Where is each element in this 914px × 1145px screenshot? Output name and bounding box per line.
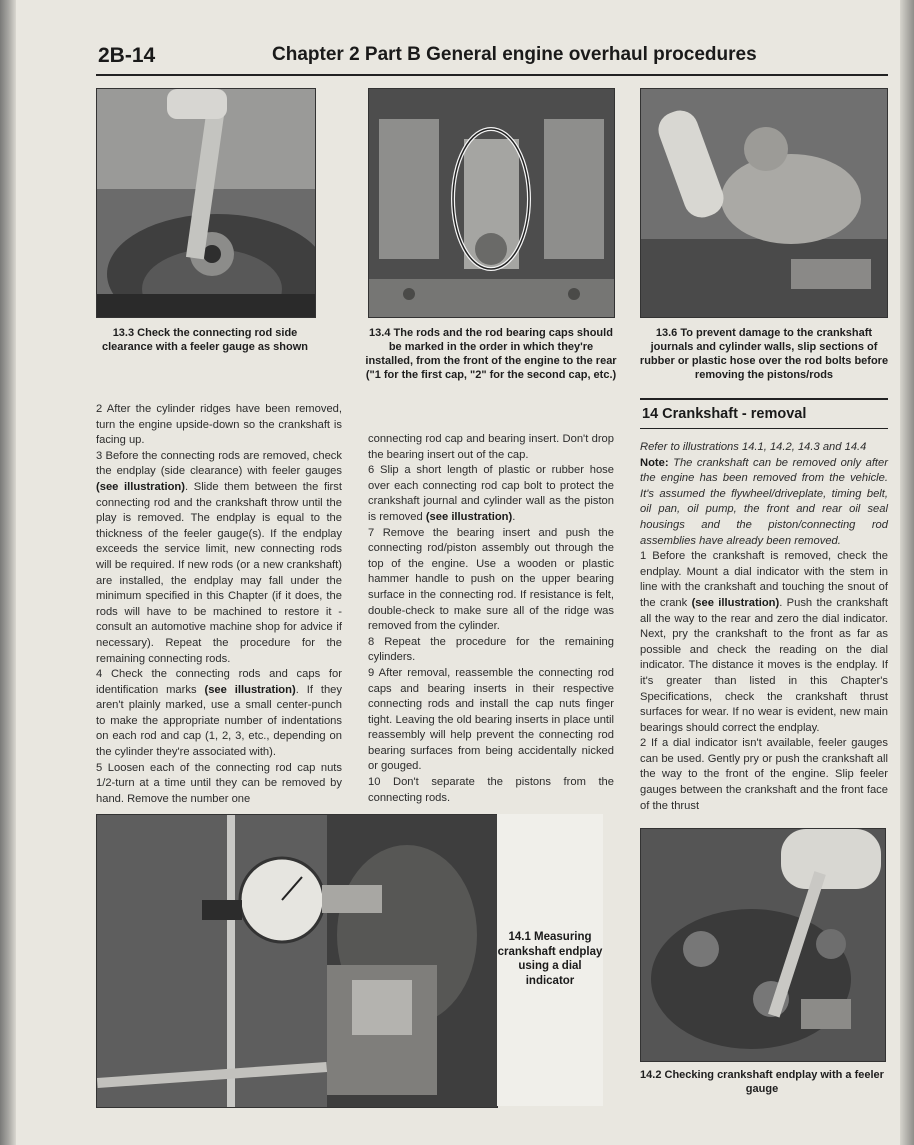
chapter-title: Chapter 2 Part B General engine overhaul procedures (272, 44, 757, 65)
photo-13-4-rod-bearing-caps (368, 88, 615, 318)
paragraph-5: 5 Loosen each of the connecting rod cap nuts 1/2-turn at a time until they can be removed by hand. Remove the number one (96, 761, 342, 805)
paragraph-2: 2 After the cylinder ridges have been removed, turn the engine upside-down so the crankshaft is facing up. (96, 403, 342, 447)
caption-14-2: 14.2 Checking crankshaft endplay with a feeler gauge (640, 1069, 884, 1095)
section-14-title: 14 Crankshaft - removal (642, 406, 807, 422)
photo-14-2-feeler-gauge-crankshaft (640, 828, 886, 1062)
page-binding-shadow (0, 0, 16, 1145)
header-rule (96, 74, 888, 76)
photo-13-6-hose-on-rod-bolts (640, 88, 888, 318)
refer-line: Refer to illustrations 14.1, 14.2, 14.3 and 14.4 (640, 441, 867, 453)
paragraph-4: 4 Check the connecting rods and caps for identification marks (see illustration). If they aren't plainly marked, use a small center-punch to make the appropriate number of indentations on each rod and cap (1, 2, 3, etc., depending on the cylinder they're associated with). (96, 668, 342, 759)
paragraph-10: 10 Don't separate the pistons from the connecting rods. (368, 776, 614, 804)
column-1-text (96, 402, 342, 807)
caption-13-3: 13.3 Check the connecting rod side clearance with a feeler gauge as shown (101, 327, 309, 353)
note-paragraph: Note: The crankshaft can be removed only after the engine has been removed from the vehicle. It's assumed the flywheel/driveplate, timing belt, oil pan, oil pump, the front and rear oil seal housings and the piston/connecting rod assemblies have already been removed. (640, 456, 888, 547)
section-14-top-rule (640, 398, 888, 400)
column-3-text (640, 440, 888, 814)
paragraph-9: 9 After removal, reassemble the connecting rod caps and bearing inserts in their respective connecting rods and install the cap nuts finger tight. Leaving the old bearing inserts in place until reassembly will help prevent the connecting rod bearing surfaces from being accidentally nicked or gouged. (368, 666, 614, 773)
column-2-text (368, 432, 614, 806)
paragraph-14-2: 2 If a dial indicator isn't available, feeler gauges can be used. Gently pry or push the crankshaft all the way to the front of the engine. Slip feeler gauges between the crankshaft and the front face of the thrust (640, 737, 888, 812)
paragraph-3: 3 Before the connecting rods are removed, check the endplay (side clearance) with feeler gauges (see illustration). Slide them between the first connecting rod and the crankshaft throw until the play is removed. The endplay is equal to the thickness of the feeler gauge(s). If the endplay exceeds the service limit, new connecting rods will be required. If new rods (or a new crankshaft) are installed, the endplay may fall under the minimum specified in this Chapter (if it does, the rods will have to be machined to restore it - consult an automotive machine shop for advice if necessary). Repeat the procedure for the remaining connecting rods. (96, 449, 342, 665)
paragraph-6: 6 Slip a short length of plastic or rubber hose over each connecting rod cap bolt to protect the crankshaft journal and cylinder wall as the piston is removed (see illustration). (368, 464, 614, 523)
paragraph-5-continued: connecting rod cap and bearing insert. Don't drop the bearing insert out of the cap. (368, 433, 614, 461)
paragraph-14-1: 1 Before the crankshaft is removed, check the endplay. Mount a dial indicator with the stem in line with the crankshaft and touching the snout of the crank (see illustration). Push the crankshaft all the way to the rear and zero the dial indicator. Next, pry the crankshaft to the front as far as possible and check the reading on the dial indicator. The distance it moves is the endplay. If it's greater than listed in this Chapter's Specifications, check the crankshaft thrust surfaces for wear. If no wear is evident, new main bearings should correct the endplay. (640, 550, 888, 734)
caption-13-4: 13.4 The rods and the rod bearing caps should be marked in the order in which they're installed, from the front of the engine to the rear ("1 for the first cap, "2" for the second cap, etc.) (365, 327, 617, 381)
photo-13-3-feeler-gauge-rod (96, 88, 316, 318)
page-edge-shadow (900, 0, 914, 1145)
section-14-bottom-rule (640, 428, 888, 429)
paragraph-7: 7 Remove the bearing insert and push the connecting rod/piston assembly out through the top of the engine. Use a wooden or plastic hammer handle to push on the upper bearing surface in the connecting rod. If resistance is felt, double-check to make sure all of the ridge was removed from the cylinder. (368, 526, 614, 633)
photo-14-1-dial-indicator (96, 814, 498, 1108)
caption-13-6: 13.6 To prevent damage to the crankshaft journals and cylinder walls, slip sections of rubber or plastic hose over the rod bolts before removing the pistons/rods (639, 327, 889, 381)
page-number: 2B-14 (98, 44, 156, 67)
paragraph-8: 8 Repeat the procedure for the remaining cylinders. (368, 635, 614, 664)
caption-14-1: 14.1 Measuring crankshaft endplay using a dial indicator (497, 931, 603, 987)
